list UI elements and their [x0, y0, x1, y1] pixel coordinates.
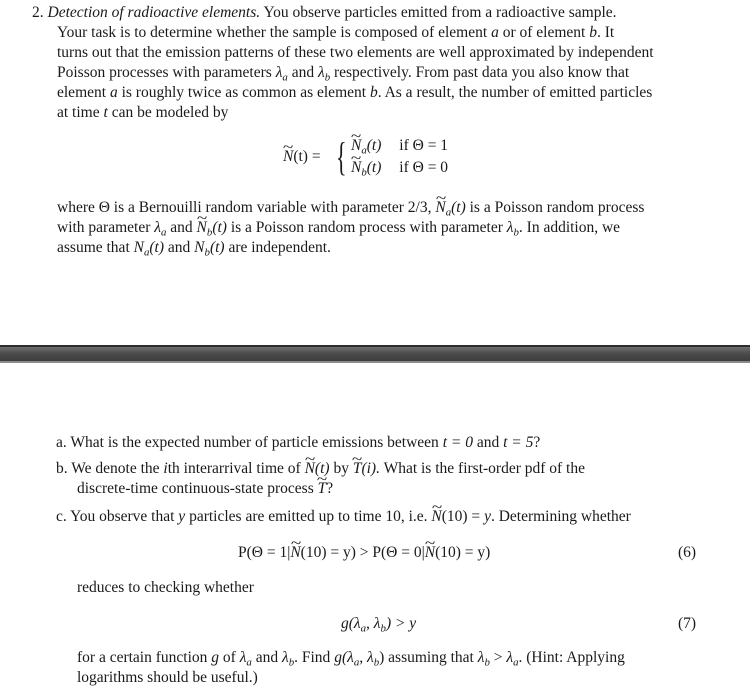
part-c-line-1	[56, 507, 631, 527]
intro-text: and	[291, 64, 315, 81]
math-expr: (10) = y) > P(Θ = 0|	[300, 544, 425, 561]
intro-text: . As a result, the number of emitted particles	[377, 84, 653, 101]
after-text: where Θ is a Bernouilli random variable with parameter 2/3,	[57, 199, 432, 216]
intro-text: element	[57, 84, 107, 101]
math-arg: (t)	[149, 239, 165, 256]
math-lambda: λ	[317, 64, 325, 81]
after-text: with parameter	[57, 219, 151, 236]
after-text: and	[167, 239, 191, 256]
math-var: b	[369, 84, 378, 101]
case-1	[351, 136, 448, 156]
math-arg: (t)	[451, 199, 466, 216]
after-line-3	[57, 238, 331, 258]
case-condition: if Θ = 1	[399, 137, 449, 154]
math-sub: b	[324, 71, 331, 84]
problem-parts	[0, 363, 750, 694]
equation-6-number: (6)	[678, 544, 697, 561]
math-sub: a	[353, 656, 360, 669]
math-arg: (t)	[209, 239, 225, 256]
problem-number: 2.	[32, 4, 44, 21]
math-arg: (t)	[366, 159, 382, 176]
math-arg: (i).	[361, 460, 380, 477]
part-text: What is the expected number of particle emissions between	[70, 434, 439, 451]
problem-title: Detection of radioactive elements.	[47, 4, 261, 21]
N-tilde: ~ N	[197, 218, 207, 238]
intro-text: respectively. From past data you also know that	[333, 64, 630, 81]
math-lambda: λ	[506, 649, 514, 666]
equation-7	[341, 614, 416, 634]
math-sub: a	[513, 656, 519, 669]
problem-statement	[0, 0, 750, 345]
math-sub: a	[246, 656, 252, 669]
part-text: ?	[326, 480, 334, 497]
math-arg: (t)	[366, 137, 382, 154]
problem-line-1	[32, 3, 617, 23]
part-c-final-line-1	[77, 648, 625, 668]
math-expr: g(λ	[341, 615, 361, 632]
math-sub: b	[484, 656, 490, 669]
intro-text: is roughly twice as common as element	[121, 84, 367, 101]
math-sub: b	[373, 656, 380, 669]
math-var: y	[178, 508, 186, 525]
part-text: . (Hint: Applying	[518, 649, 625, 666]
part-text: . Determining whether	[490, 508, 631, 525]
after-text: is a Poisson random process with parameter	[230, 219, 503, 236]
part-label: b.	[56, 460, 68, 477]
part-text: of	[222, 649, 236, 666]
intro-text: Your task is to determine whether the sample is composed of element	[57, 24, 488, 41]
math-lambda: λ	[281, 649, 289, 666]
N-tilde: ~ N	[305, 459, 315, 479]
math-expr: (10) = y)	[435, 544, 491, 561]
equation-7-number: (7)	[678, 615, 697, 632]
math-sub: b	[361, 166, 367, 179]
intro-text: You observe particles emitted from a radioactive sample.	[263, 4, 617, 21]
math-var: N	[194, 239, 205, 256]
math-sub: a	[361, 144, 367, 157]
math-lambda: λ	[506, 219, 514, 236]
math-op: >	[493, 649, 503, 666]
T-tilde: ~ T	[353, 459, 362, 479]
case-2	[351, 158, 448, 178]
N-tilde: ~ N	[290, 543, 300, 563]
problem-line-2	[57, 23, 614, 43]
problem-line-4	[57, 63, 629, 83]
intro-text: . It	[596, 24, 615, 41]
N-tilde: ~ N	[435, 198, 445, 218]
math-arg: (10) =	[441, 508, 481, 525]
math-expr: , λ	[366, 615, 381, 632]
intro-text: can be modeled by	[111, 104, 229, 121]
part-a	[56, 433, 540, 453]
model-eq-lhs	[283, 147, 321, 167]
after-text: . In addition, we	[518, 219, 621, 236]
part-text: We denote the	[71, 460, 160, 477]
part-c-final-line-2	[77, 668, 258, 688]
math-arg: (t)	[314, 460, 330, 477]
math-var: i	[163, 460, 168, 477]
math-sub: a	[360, 622, 367, 635]
intro-text: or of element	[502, 24, 586, 41]
part-text: reduces to checking whether	[77, 579, 254, 596]
math-var: y	[484, 508, 491, 525]
math-sub: b	[204, 246, 210, 259]
case-condition: if Θ = 0	[399, 159, 449, 176]
math-sub: b	[206, 226, 213, 239]
part-text: particles are emitted up to time 10, i.e.	[189, 508, 428, 525]
math-sub: a	[143, 246, 150, 259]
part-text: You observe that	[70, 508, 175, 525]
math-var: b	[589, 24, 597, 41]
part-text: th interarrival time of	[167, 460, 301, 477]
after-text: assume that	[57, 239, 130, 256]
math-var: t	[103, 104, 108, 121]
math-var: g	[211, 649, 220, 666]
part-text: for a certain function	[77, 649, 208, 666]
math-var: a	[109, 84, 118, 101]
math-sub: b	[288, 656, 295, 669]
part-text: What is the first-order pdf of the	[383, 460, 585, 477]
math-sub: a	[282, 71, 288, 84]
problem-line-5	[57, 83, 652, 103]
N-tilde: ~ N	[351, 136, 361, 156]
math-expr: P(Θ = 1|	[238, 544, 291, 561]
part-text: logarithms should be useful.)	[77, 669, 258, 686]
math-sub: b	[513, 226, 519, 239]
part-text: ?	[533, 434, 541, 451]
after-line-2	[57, 218, 620, 238]
N-tilde: ~ N	[351, 158, 361, 178]
part-text: . Find	[294, 649, 331, 666]
math-expr: t = 5	[503, 434, 534, 451]
part-c-reduces	[77, 578, 254, 598]
math-expr: , λ	[359, 649, 374, 666]
problem-line-3	[57, 43, 654, 63]
intro-text: turns out that the emission patterns of these two elements are well approximated by independent	[57, 44, 654, 61]
after-text: is a Poisson random process	[469, 199, 645, 216]
part-b-line-2	[77, 479, 333, 499]
part-text: discrete-time continuous-state process	[77, 480, 314, 497]
screenshot-divider	[0, 345, 750, 363]
part-label: a.	[56, 434, 67, 451]
math-sub: a	[445, 206, 452, 219]
part-text: and	[255, 649, 279, 666]
math-expr: g(λ	[334, 649, 354, 666]
intro-text: at time	[57, 104, 100, 121]
math-arg: (t)	[212, 219, 227, 236]
part-text: ) assuming that	[379, 649, 474, 666]
N-tilde: ~ N	[283, 147, 293, 167]
N-tilde: ~ N	[431, 507, 441, 527]
math-sub: a	[160, 226, 167, 239]
math-lambda: λ	[477, 649, 485, 666]
after-text: and	[170, 219, 193, 236]
after-text: are independent.	[228, 239, 331, 256]
problem-line-6	[57, 103, 228, 123]
part-text: by	[333, 460, 349, 477]
after-line-1	[57, 198, 644, 218]
math-expr: t = 0	[442, 434, 473, 451]
N-tilde: ~ N	[425, 543, 435, 563]
intro-text: Poisson processes with parameters	[57, 64, 272, 81]
cases-brace: {	[336, 134, 347, 179]
part-label: c.	[56, 508, 67, 525]
math-sub: b	[380, 622, 386, 635]
math-lambda: λ	[275, 64, 283, 81]
math-lambda: λ	[154, 219, 161, 236]
equation-6	[238, 543, 490, 563]
math-expr: ) > y	[385, 615, 417, 632]
math-var: N	[133, 239, 144, 256]
math-var: a	[491, 24, 499, 41]
part-text: and	[476, 434, 500, 451]
model-eq-lhs-rest: (t) =	[293, 148, 321, 165]
T-tilde: ~ T	[318, 479, 327, 499]
math-lambda: λ	[239, 649, 247, 666]
